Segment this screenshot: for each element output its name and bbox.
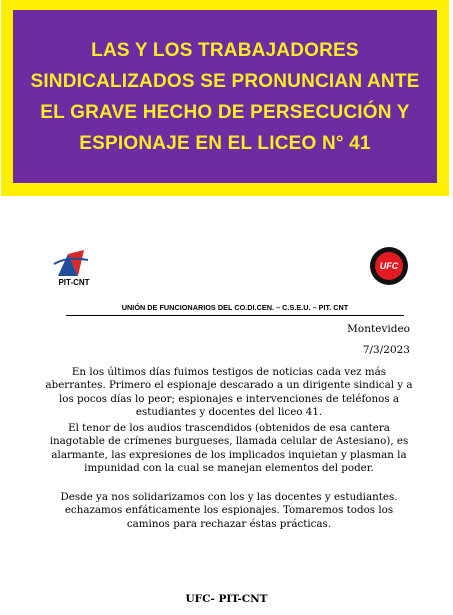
letter-paragraph: Desde ya nos solidarizamos con los y las docentes y estudiantes. echazamos enfáticamente los espionajes. Tomaremos todos los caminos para rechazar éstas prácticas.: [60, 491, 398, 530]
headline-banner: [1, 0, 449, 196]
letter-paragraph: En los últimos días fuimos testigos de noticias cada vez más aberrantes. Primero el espionaje descarado a un dirigente sindical y a los pocos días lo peor; espionajes e intervenciones de teléfonos a estudiantes y docentes del liceo 41.: [45, 366, 413, 418]
letter-date: 7/3/2023: [362, 344, 410, 356]
ufc-logo-text: UFC: [379, 261, 399, 271]
pit-cnt-emblem-icon: [44, 246, 104, 278]
headline-title: LAS Y LOS TRABAJADORES SINDICALIZADOS SE PRONUNCIAN ANTE EL GRAVE HECHO DE PERSECUCIÓN Y ESPIONAJE EN EL LICEO N° 41: [30, 39, 420, 154]
letter-place: Montevideo: [347, 323, 410, 335]
pit-cnt-logo-text: PIT-CNT: [58, 278, 90, 287]
ufc-logo-disc: [375, 252, 403, 280]
letter-paragraph: El tenor de los audios trascendidos (obtenidos de esa cantera inagotable de crímenes burgueses, llamada celular de Astesiano), es alarmante, las expresiones de los implicados inquietan y plasman la impunidad con la cual se manejan elementos del poder.: [49, 422, 409, 474]
letter-document: [0, 236, 453, 615]
ufc-logo: [370, 247, 408, 285]
letter-signature: UFC- PIT-CNT: [185, 593, 268, 605]
headline-panel: [13, 10, 437, 183]
pit-cnt-logo: [44, 246, 104, 290]
organization-header: UNIÓN DE FUNCIONARIOS DEL CO.DI.CEN. – C.S.E.U. – PIT. CNT: [66, 303, 404, 316]
